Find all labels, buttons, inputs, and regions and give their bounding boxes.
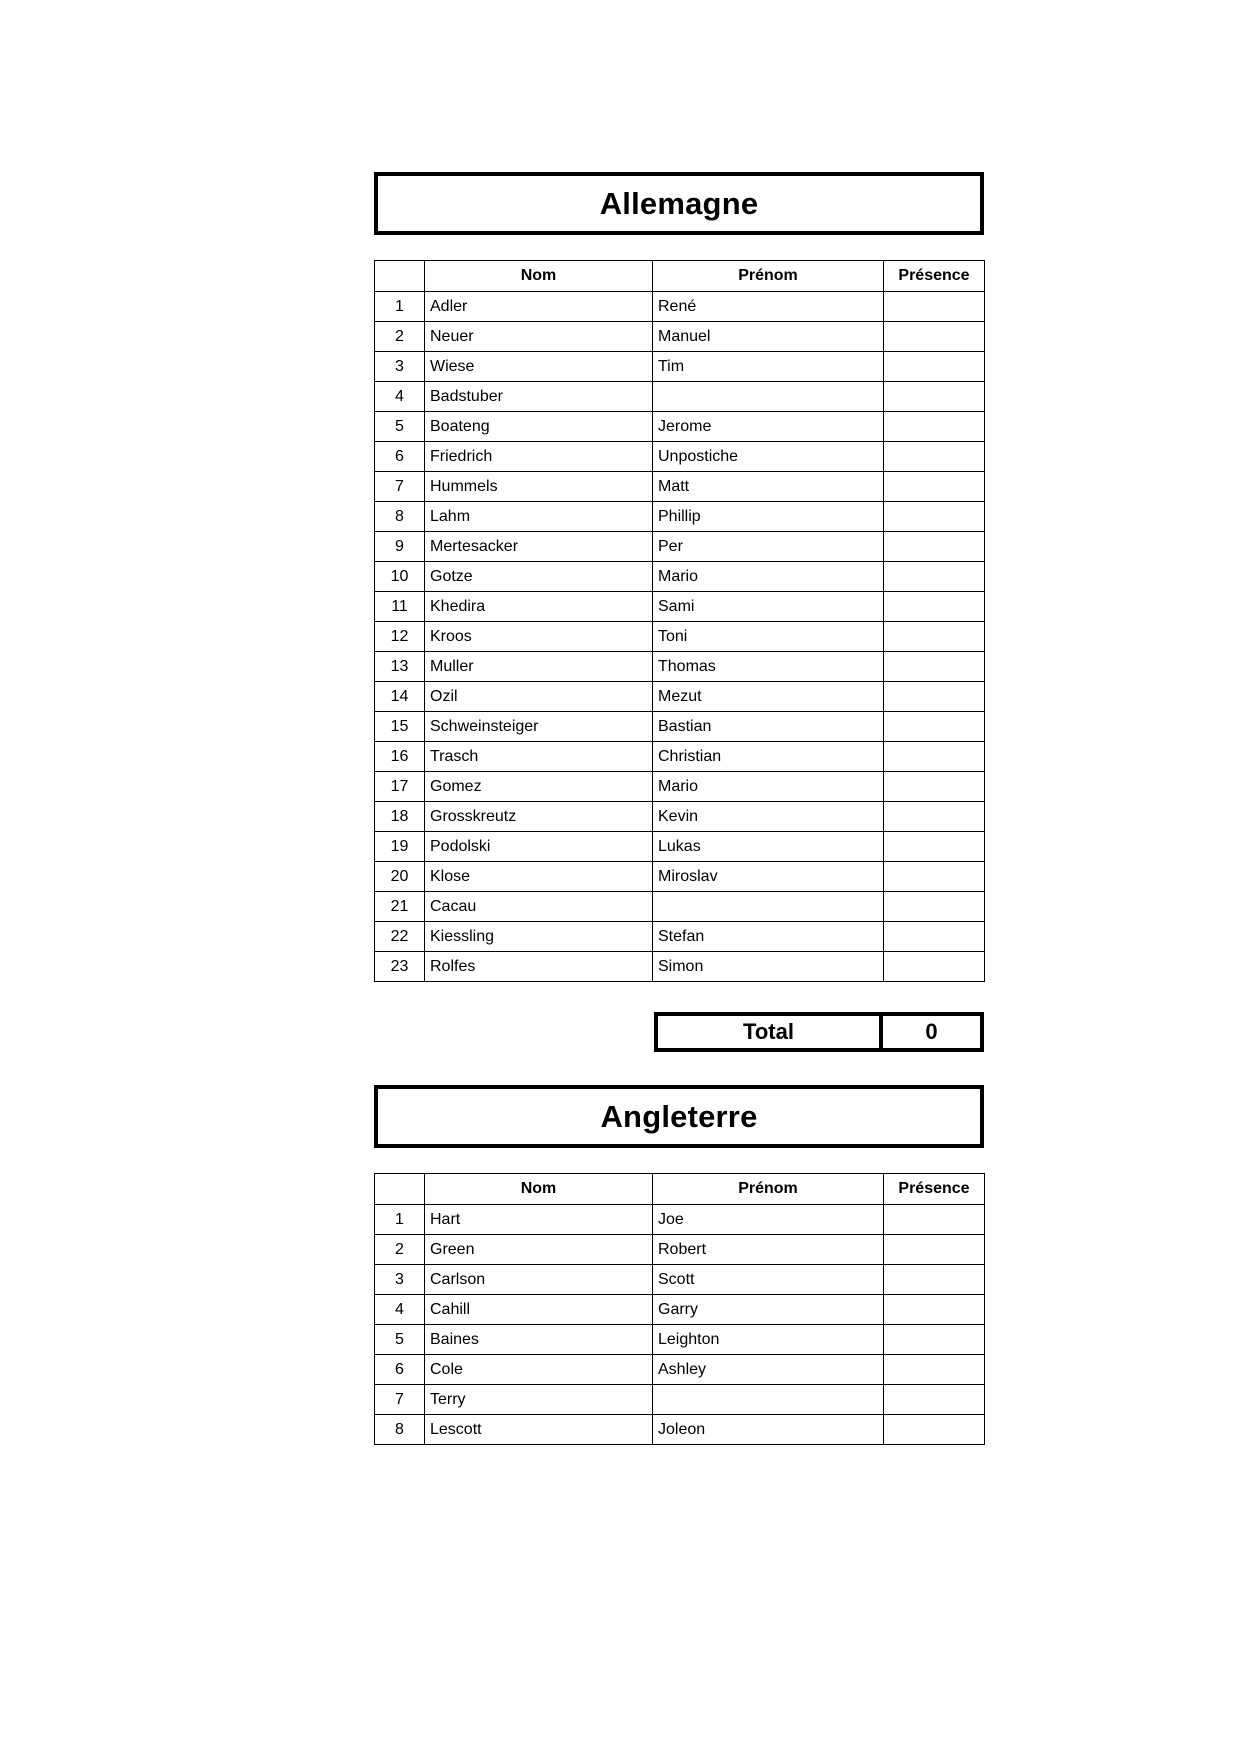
row-index-cell: 23 (375, 952, 425, 982)
row-nom-cell: Khedira (425, 592, 653, 622)
table-row (375, 1325, 985, 1355)
row-index-cell: 2 (375, 1235, 425, 1265)
row-nom-cell: Muller (425, 652, 653, 682)
row-prenom-cell: Christian (653, 742, 884, 772)
row-nom-cell: Lescott (425, 1415, 653, 1445)
country-section (374, 172, 984, 982)
row-prenom-cell: Garry (653, 1295, 884, 1325)
row-prenom-cell: René (653, 292, 884, 322)
row-prenom-cell: Mezut (653, 682, 884, 712)
row-presence-cell[interactable] (884, 922, 985, 952)
row-index-cell: 10 (375, 562, 425, 592)
row-nom-cell: Grosskreutz (425, 802, 653, 832)
total-row (374, 1012, 984, 1052)
row-presence-cell[interactable] (884, 742, 985, 772)
row-presence-cell[interactable] (884, 1355, 985, 1385)
row-nom-cell: Wiese (425, 352, 653, 382)
row-prenom-cell: Per (653, 532, 884, 562)
row-index-cell: 4 (375, 382, 425, 412)
row-prenom-cell: Miroslav (653, 862, 884, 892)
row-index-cell: 18 (375, 802, 425, 832)
row-nom-cell: Hart (425, 1205, 653, 1235)
roster-table (374, 260, 985, 982)
row-index-cell: 8 (375, 502, 425, 532)
table-row (375, 1355, 985, 1385)
column-header-presence: Présence (884, 1174, 985, 1205)
table-row (375, 1235, 985, 1265)
row-presence-cell[interactable] (884, 1205, 985, 1235)
row-nom-cell: Ozil (425, 682, 653, 712)
row-prenom-cell: Kevin (653, 802, 884, 832)
table-row (375, 772, 985, 802)
table-row (375, 502, 985, 532)
row-index-cell: 15 (375, 712, 425, 742)
row-nom-cell: Carlson (425, 1265, 653, 1295)
row-presence-cell[interactable] (884, 322, 985, 352)
table-row (375, 382, 985, 412)
table-row (375, 352, 985, 382)
row-index-cell: 12 (375, 622, 425, 652)
row-nom-cell: Adler (425, 292, 653, 322)
row-index-cell: 2 (375, 322, 425, 352)
row-index-cell: 13 (375, 652, 425, 682)
row-nom-cell: Rolfes (425, 952, 653, 982)
table-row (375, 1295, 985, 1325)
row-prenom-cell: Mario (653, 772, 884, 802)
row-presence-cell[interactable] (884, 472, 985, 502)
row-presence-cell[interactable] (884, 772, 985, 802)
table-row (375, 322, 985, 352)
country-section (374, 1085, 984, 1445)
row-nom-cell: Mertesacker (425, 532, 653, 562)
table-row (375, 682, 985, 712)
row-presence-cell[interactable] (884, 892, 985, 922)
row-nom-cell: Hummels (425, 472, 653, 502)
row-presence-cell[interactable] (884, 352, 985, 382)
table-row (375, 442, 985, 472)
row-nom-cell: Terry (425, 1385, 653, 1415)
column-header-prenom: Prénom (653, 261, 884, 292)
row-index-cell: 5 (375, 1325, 425, 1355)
row-index-cell: 16 (375, 742, 425, 772)
row-presence-cell[interactable] (884, 562, 985, 592)
row-index-cell: 3 (375, 352, 425, 382)
row-prenom-cell: Lukas (653, 832, 884, 862)
row-nom-cell: Baines (425, 1325, 653, 1355)
row-presence-cell[interactable] (884, 502, 985, 532)
country-title-box (374, 172, 984, 235)
country-title-box (374, 1085, 984, 1148)
row-presence-cell[interactable] (884, 1265, 985, 1295)
row-nom-cell: Neuer (425, 322, 653, 352)
row-prenom-cell: Bastian (653, 712, 884, 742)
row-index-cell: 9 (375, 532, 425, 562)
row-prenom-cell: Thomas (653, 652, 884, 682)
table-row (375, 592, 985, 622)
row-index-cell: 7 (375, 472, 425, 502)
row-nom-cell: Lahm (425, 502, 653, 532)
row-nom-cell: Schweinsteiger (425, 712, 653, 742)
row-presence-cell[interactable] (884, 382, 985, 412)
row-prenom-cell: Phillip (653, 502, 884, 532)
column-header-index (375, 261, 425, 292)
row-prenom-cell: Unpostiche (653, 442, 884, 472)
row-index-cell: 6 (375, 1355, 425, 1385)
spacer (374, 1148, 984, 1173)
row-prenom-cell: Simon (653, 952, 884, 982)
roster-table (374, 1173, 985, 1445)
row-prenom-cell: Toni (653, 622, 884, 652)
row-presence-cell[interactable] (884, 1325, 985, 1355)
row-presence-cell[interactable] (884, 532, 985, 562)
row-prenom-cell: Tim (653, 352, 884, 382)
row-prenom-cell: Mario (653, 562, 884, 592)
row-nom-cell: Podolski (425, 832, 653, 862)
row-presence-cell[interactable] (884, 622, 985, 652)
row-presence-cell[interactable] (884, 862, 985, 892)
row-nom-cell: Cacau (425, 892, 653, 922)
table-row (375, 892, 985, 922)
row-presence-cell[interactable] (884, 712, 985, 742)
row-nom-cell: Cole (425, 1355, 653, 1385)
row-presence-cell[interactable] (884, 1385, 985, 1415)
row-nom-cell: Cahill (425, 1295, 653, 1325)
row-index-cell: 21 (375, 892, 425, 922)
row-prenom-cell: Jerome (653, 412, 884, 442)
table-header-row (375, 261, 985, 292)
row-prenom-cell: Leighton (653, 1325, 884, 1355)
row-prenom-cell: Ashley (653, 1355, 884, 1385)
row-presence-cell[interactable] (884, 1415, 985, 1445)
country-title: Allemagne (599, 186, 759, 221)
row-prenom-cell: Matt (653, 472, 884, 502)
row-index-cell: 11 (375, 592, 425, 622)
row-nom-cell: Friedrich (425, 442, 653, 472)
column-header-nom: Nom (425, 261, 653, 292)
row-nom-cell: Gomez (425, 772, 653, 802)
row-prenom-cell: Manuel (653, 322, 884, 352)
table-row (375, 1385, 985, 1415)
table-row (375, 1205, 985, 1235)
row-index-cell: 6 (375, 442, 425, 472)
row-presence-cell[interactable] (884, 952, 985, 982)
row-presence-cell[interactable] (884, 802, 985, 832)
row-nom-cell: Klose (425, 862, 653, 892)
table-row (375, 922, 985, 952)
row-presence-cell[interactable] (884, 592, 985, 622)
table-row (375, 952, 985, 982)
column-header-presence: Présence (884, 261, 985, 292)
country-title: Angleterre (600, 1099, 758, 1134)
row-prenom-cell (653, 892, 884, 922)
table-row (375, 292, 985, 322)
row-prenom-cell: Joleon (653, 1415, 884, 1445)
table-row (375, 1265, 985, 1295)
row-presence-cell[interactable] (884, 442, 985, 472)
column-header-nom: Nom (425, 1174, 653, 1205)
row-index-cell: 3 (375, 1265, 425, 1295)
row-index-cell: 8 (375, 1415, 425, 1445)
table-row (375, 742, 985, 772)
table-row (375, 1415, 985, 1445)
row-presence-cell[interactable] (884, 1235, 985, 1265)
row-prenom-cell: Sami (653, 592, 884, 622)
row-index-cell: 22 (375, 922, 425, 952)
table-row (375, 652, 985, 682)
row-index-cell: 1 (375, 1205, 425, 1235)
table-row (375, 712, 985, 742)
row-nom-cell: Kiessling (425, 922, 653, 952)
row-index-cell: 17 (375, 772, 425, 802)
column-header-prenom: Prénom (653, 1174, 884, 1205)
row-nom-cell: Trasch (425, 742, 653, 772)
row-index-cell: 14 (375, 682, 425, 712)
table-row (375, 532, 985, 562)
row-prenom-cell: Scott (653, 1265, 884, 1295)
row-index-cell: 4 (375, 1295, 425, 1325)
row-presence-cell[interactable] (884, 682, 985, 712)
total-value: 0 (883, 1012, 984, 1052)
table-header-row (375, 1174, 985, 1205)
row-nom-cell: Green (425, 1235, 653, 1265)
table-row (375, 562, 985, 592)
total-label: Total (654, 1012, 883, 1052)
row-index-cell: 20 (375, 862, 425, 892)
row-presence-cell[interactable] (884, 832, 985, 862)
row-index-cell: 19 (375, 832, 425, 862)
table-row (375, 472, 985, 502)
row-prenom-cell: Robert (653, 1235, 884, 1265)
row-presence-cell[interactable] (884, 292, 985, 322)
table-row (375, 622, 985, 652)
row-index-cell: 5 (375, 412, 425, 442)
row-nom-cell: Badstuber (425, 382, 653, 412)
row-prenom-cell (653, 1385, 884, 1415)
row-nom-cell: Boateng (425, 412, 653, 442)
row-presence-cell[interactable] (884, 652, 985, 682)
row-nom-cell: Kroos (425, 622, 653, 652)
spacer (0, 1052, 1241, 1085)
row-index-cell: 1 (375, 292, 425, 322)
table-row (375, 412, 985, 442)
row-presence-cell[interactable] (884, 1295, 985, 1325)
table-row (375, 802, 985, 832)
table-row (375, 832, 985, 862)
row-prenom-cell (653, 382, 884, 412)
row-prenom-cell: Stefan (653, 922, 884, 952)
row-nom-cell: Gotze (425, 562, 653, 592)
row-prenom-cell: Joe (653, 1205, 884, 1235)
row-index-cell: 7 (375, 1385, 425, 1415)
table-row (375, 862, 985, 892)
column-header-index (375, 1174, 425, 1205)
spacer (374, 235, 984, 260)
sections-container (0, 172, 1241, 1445)
row-presence-cell[interactable] (884, 412, 985, 442)
